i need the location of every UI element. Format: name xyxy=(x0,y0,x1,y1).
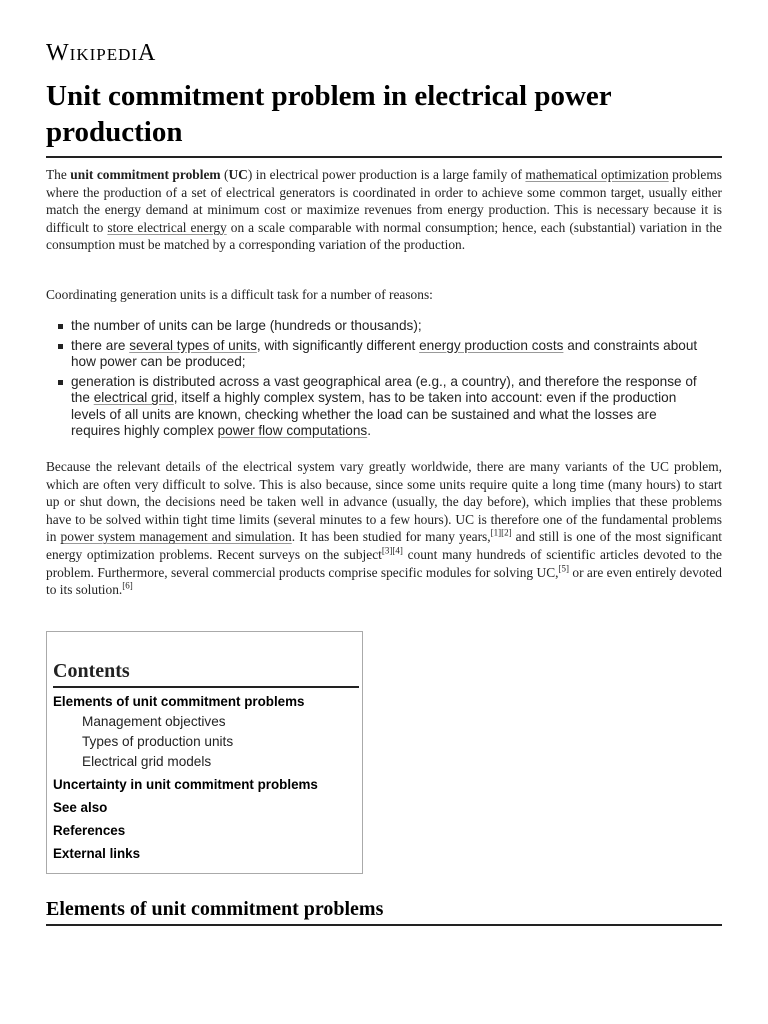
link-store-electrical-energy[interactable]: store electrical energy xyxy=(107,219,227,235)
list-item: the number of units can be large (hundreds or thousands); xyxy=(46,318,706,335)
reasons-intro: Coordinating generation units is a difficult task for a number of reasons: xyxy=(46,287,433,302)
toc-item-uncertainty[interactable]: Uncertainty in unit commitment problems xyxy=(53,777,318,792)
intro-paragraph: The unit commitment problem (UC) in electrical power production is a large family of mathematical optimization problems where the production of a set of electrical generators is coordinated in order to achieve some common target, usually either match the energy demand at minimum cost or maximize revenues from energy production. This is necessary because it is difficult to store electrical energy on a scale comparable with normal consumption; hence, each (substantial) variation in the consumption must be matched by a corresponding variation of the production. xyxy=(46,167,722,253)
link-power-system-management[interactable]: power system management and simulation xyxy=(60,529,292,545)
link-power-flow-computations[interactable]: power flow computations xyxy=(217,423,368,438)
term-unit-commitment: unit commitment problem xyxy=(70,167,221,182)
wordmark-final: A xyxy=(138,40,157,66)
toc-title: Contents xyxy=(53,658,359,688)
toc-item-see-also[interactable]: See also xyxy=(53,800,108,815)
variants-paragraph: Because the relevant details of the electrical system vary greatly worldwide, there are many variants of the UC problem, which are often very difficult to solve. This is also because, since some units require quite a long time (many hours) to start up or shut down, the decisions need be taken well in advance (usually, the day before), which implies that these problems have to be solved within tight time limits (several minutes to a few hours). UC is therefore one of the fundamental problems in power system management and simulation. It has been studied for many years,[1][2] and still is one of the most significant energy optimization problems. Recent surveys on the subject[3][4] count many hundreds of scientific articles devoted to the problem. Furthermore, several commercial products comprise specific modules for solving UC,[5] or are even entirely devoted to its solution.[6] xyxy=(46,459,723,598)
link-energy-production-costs[interactable]: energy production costs xyxy=(419,337,564,353)
reference-4[interactable]: [4] xyxy=(392,545,403,556)
reasons-list xyxy=(46,318,706,443)
wordmark-middle: IKIPEDI xyxy=(69,45,139,64)
toc-item-elements[interactable]: Elements of unit commitment problems xyxy=(53,694,305,709)
toc-item-references[interactable]: References xyxy=(53,823,126,838)
list-item: generation is distributed across a vast geographical area (e.g., a country), and therefore the response of the electrical grid, itself a highly complex system, has to be taken into account: even if the production levels of all units are known, checking whether the load can be sustained and what the losses are requires highly complex power flow computations. xyxy=(46,374,706,440)
list-item: there are several types of units, with significantly different energy production costs and constraints about how power can be produced; xyxy=(46,338,706,371)
page-title: Unit commitment problem in electrical power production xyxy=(46,78,722,158)
table-of-contents xyxy=(46,631,363,874)
wikipedia-wordmark[interactable] xyxy=(46,40,156,67)
section-heading-elements: Elements of unit commitment problems xyxy=(46,896,722,926)
toc-item-types-of-production-units[interactable]: Types of production units xyxy=(82,734,234,749)
reference-6[interactable]: [6] xyxy=(122,580,133,591)
term-uc: UC xyxy=(228,167,248,182)
reference-5[interactable]: [5] xyxy=(558,563,569,574)
wordmark-initial: W xyxy=(46,40,70,66)
toc-list xyxy=(53,692,356,864)
link-electrical-grid[interactable]: electrical grid xyxy=(93,390,174,405)
reference-2[interactable]: [2] xyxy=(501,527,512,538)
toc-item-electrical-grid-models[interactable]: Electrical grid models xyxy=(82,754,212,769)
toc-item-management-objectives[interactable]: Management objectives xyxy=(82,714,226,729)
link-mathematical-optimization[interactable]: mathematical optimization xyxy=(525,167,669,182)
reference-3[interactable]: [3] xyxy=(381,545,393,556)
link-several-types-of-units[interactable]: several types of units xyxy=(129,337,257,353)
toc-item-external-links[interactable]: External links xyxy=(53,846,141,861)
reference-1[interactable]: [1] xyxy=(490,527,502,538)
